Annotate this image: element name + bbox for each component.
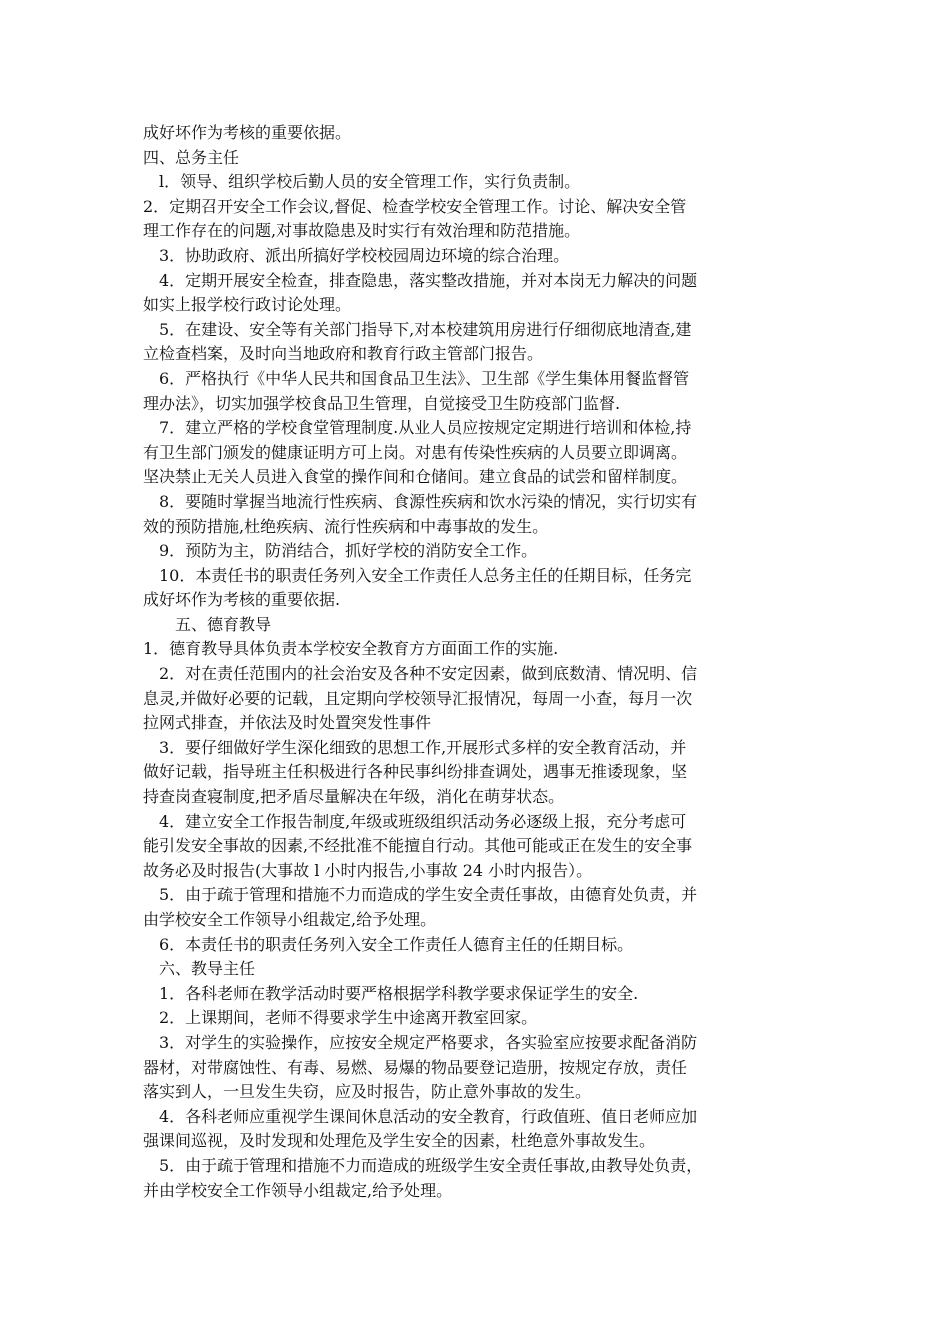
text-line: 坚决禁止无关人员进入食堂的操作间和仓储间。建立食品的试尝和留样制度。 <box>143 467 688 487</box>
text-line: 持查岗查寝制度,把矛盾尽量解决在年级，消化在萌芽状态。 <box>143 787 565 807</box>
text-line: 成好坏作为考核的重要依据。 <box>143 123 352 142</box>
text-line: 9．预防为主，防消结合，抓好学校的消防安全工作。 <box>143 541 538 561</box>
text-line: 5．由于疏于管理和措施不力而造成的学生安全责任事故，由德育处负责，并 <box>143 885 698 905</box>
text-line: 立检查档案，及时向当地政府和教育行政主管部门报告。 <box>143 344 544 364</box>
text-line: 息灵,并做好必要的记载，且定期向学校领导汇报情况，每周一小查，每月一次 <box>143 688 693 708</box>
text-line: 5．由于疏于管理和措施不力而造成的班级学生安全责任事故,由教导处负责， <box>143 1155 703 1175</box>
text-line: 2．定期召开安全工作会议,督促、检查学校安全管理工作。讨论、解决安全管 <box>143 196 687 216</box>
section-heading: 五、德育教导 <box>143 614 272 634</box>
text-line: 3．对学生的实验操作，应按安全规定严格要求，各实验室应按要求配备消防 <box>143 1032 698 1052</box>
text-line: 4．各科老师应重视学生课间休息活动的安全教育，行政值班、值日老师应加 <box>143 1106 698 1126</box>
text-line: 落实到人，一旦发生失窃，应及时报告，防止意外事故的发生。 <box>143 1082 592 1102</box>
text-line: 有卫生部门颁发的健康证明方可上岗。对患有传染性疾病的人员要立即调离。 <box>143 442 688 462</box>
text-line: 能引发安全事故的因素,不经批准不能擅自行动。其他可能或正在发生的安全事 <box>143 836 693 856</box>
text-line: 成好坏作为考核的重要依据. <box>143 590 341 610</box>
section-heading: 四、总务主任 <box>143 147 240 167</box>
text-line: 3．要仔细做好学生深化细致的思想工作,开展形式多样的安全教育活动，并 <box>143 737 687 757</box>
text-line: 拉网式排查，并依法及时处置突发性事件 <box>143 713 432 733</box>
section-heading: 六、教导主任 <box>143 959 256 979</box>
text-line: 理办法》，切实加强学校食品卫生管理，自觉接受卫生防疫部门监督. <box>143 393 621 413</box>
text-line: 并由学校安全工作领导小组裁定,给予处理。 <box>143 1180 453 1200</box>
text-line: 4．定期开展安全检查，排查隐患，落实整改措施，并对本岗无力解决的问题 <box>143 270 698 290</box>
text-line: 8．要随时掌握当地流行性疾病、食源性疾病和饮水污染的情况，实行切实有 <box>143 491 698 511</box>
text-line: 6．严格执行《中华人民共和国食品卫生法》、卫生部《学生集体用餐监督管 <box>143 368 690 388</box>
text-line: 4．建立安全工作报告制度,年级或班级组织活动务必逐级上报，充分考虑可 <box>143 811 687 831</box>
text-line: 1．各科老师在教学活动时要严格根据学科教学要求保证学生的安全. <box>143 983 639 1003</box>
text-line: 做好记载，指导班主任积极进行各种民事纠纷排查调处，遇事无推诿现象，坚 <box>143 762 688 782</box>
text-line: 2．对在责任范围内的社会治安及各种不安定因素，做到底数清、情况明、信 <box>143 664 698 684</box>
text-line: 如实上报学校行政讨论处理。 <box>143 295 352 315</box>
document-page <box>143 121 811 1203</box>
text-line: 强课间巡视，及时发现和处理危及学生安全的因素，杜绝意外事故发生。 <box>143 1131 656 1151</box>
text-line: 6．本责任书的职责任务列入安全工作责任人德育主任的任期目标。 <box>143 934 634 954</box>
text-line: 理工作存在的问题,对事故隐患及时实行有效治理和防范措施。 <box>143 221 581 241</box>
text-line: 7．建立严格的学校食堂管理制度.从业人员应按规定定期进行培训和体检,持 <box>143 418 692 438</box>
text-line: 3．协助政府、派出所搞好学校校园周边环境的综合治理。 <box>143 245 570 265</box>
text-line: l．领导、组织学校后勤人员的安全管理工作，实行负责制。 <box>143 172 581 192</box>
text-line: 故务必及时报告(大事故 l 小时内报告,小事故 24 小时内报告）。 <box>143 860 593 880</box>
text-line: 器材，对带腐蚀性、有毒、易燃、易爆的物品要登记造册，按规定存放，责任 <box>143 1057 688 1077</box>
text-line: 10．本责任书的职责任务列入安全工作责任人总务主任的任期目标，任务完 <box>143 565 692 585</box>
text-line: 1．德育教导具体负责本学校安全教育方方面面工作的实施. <box>143 639 559 659</box>
text-line: 5．在建设、安全等有关部门指导下,对本校建筑用房进行仔细彻底地清查,建 <box>143 319 692 339</box>
text-line: 由学校安全工作领导小组裁定,给予处理。 <box>143 910 437 929</box>
text-line: 2．上课期间，老师不得要求学生中途离开教室回家。 <box>143 1008 538 1028</box>
text-line: 效的预防措施,杜绝疾病、流行性疾病和中毒事故的发生。 <box>143 516 549 536</box>
